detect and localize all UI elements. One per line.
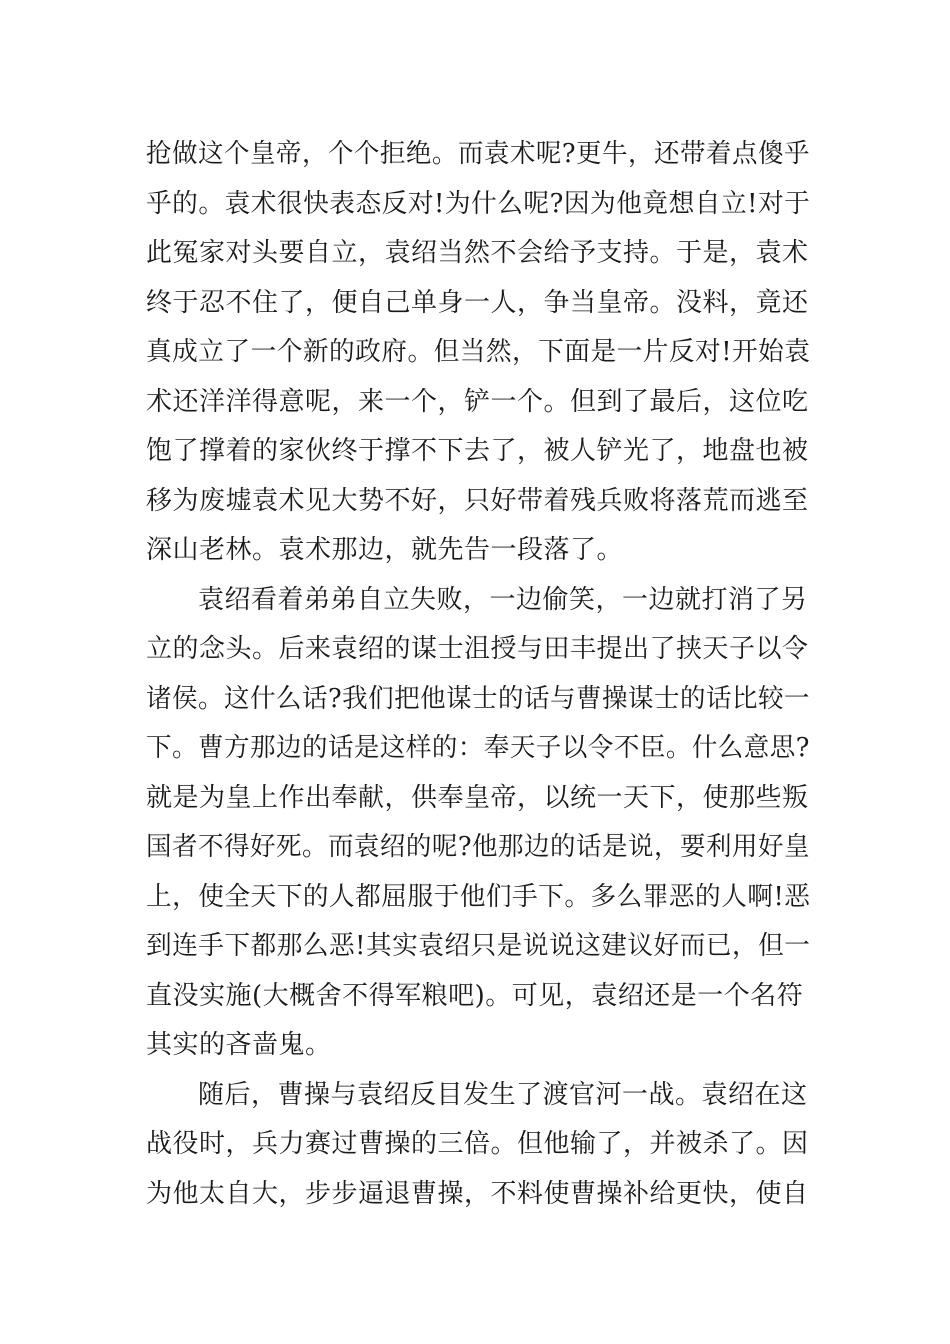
- text-line: 真成立了一个新的政府。但当然，下面是一片反对!开始袁: [146, 337, 811, 367]
- text-line: 随后，曹操与袁绍反目发生了渡官河一战。袁绍在这: [198, 1079, 808, 1110]
- text-line: 其实的吝啬鬼。: [146, 1030, 332, 1060]
- text-line: 战役时，兵力赛过曹操的三倍。但他输了，并被杀了。因: [146, 1129, 809, 1159]
- text-line: 下。曹方那边的话是这样的：奉天子以令不臣。什么意思?: [146, 733, 810, 763]
- text-line: 袁绍看着弟弟自立失败，一边偷笑，一边就打消了另: [198, 584, 808, 615]
- text-line: 饱了撑着的家伙终于撑不下去了，被人铲光了，地盘也被: [146, 436, 809, 466]
- text-line: 乎的。袁术很快表态反对!为什么呢?因为他竟想自立!对于: [146, 188, 811, 219]
- text-line: 就是为皇上作出奉献，供奉皇帝，以统一天下，使那些叛: [146, 782, 809, 813]
- text-line: 国者不得好死。而袁绍的呢?他那边的话是说，要利用好皇: [146, 832, 810, 862]
- text-line: 为他太自大，步步逼退曹操，不料使曹操补给更快，使自: [146, 1178, 809, 1209]
- text-line: 直没实施(大概舍不得军粮吧)。可见，袁绍还是一个名符: [146, 980, 804, 1011]
- text-line: 抢做这个皇帝，个个拒绝。而袁术呢?更牛，还带着点傻乎: [146, 139, 810, 169]
- text-line: 诸侯。这什么话?我们把他谋士的话与曹操谋士的话比较一: [146, 683, 810, 714]
- text-line: 此冤家对头要自立，袁绍当然不会给予支持。于是，袁术: [146, 238, 809, 268]
- text-line: 到连手下都那么恶!其实袁绍只是说说这建议好而已，但一: [146, 931, 811, 961]
- text-line: 移为废墟袁术见大势不好，只好带着残兵败将落荒而逃至: [146, 485, 809, 516]
- text-line: 上，使全天下的人都屈服于他们手下。多么罪恶的人啊!恶: [146, 881, 811, 912]
- text-line: 术还洋洋得意呢，来一个，铲一个。但到了最后，这位吃: [146, 386, 809, 417]
- document-body: [146, 130, 810, 1219]
- text-line: 终于忍不住了，便自己单身一人，争当皇帝。没料，竟还: [146, 287, 809, 318]
- text-line: 立的念头。后来袁绍的谋士沮授与田丰提出了挟天子以令: [146, 634, 809, 664]
- text-line: 深山老林。袁术那边，就先告一段落了。: [146, 535, 624, 565]
